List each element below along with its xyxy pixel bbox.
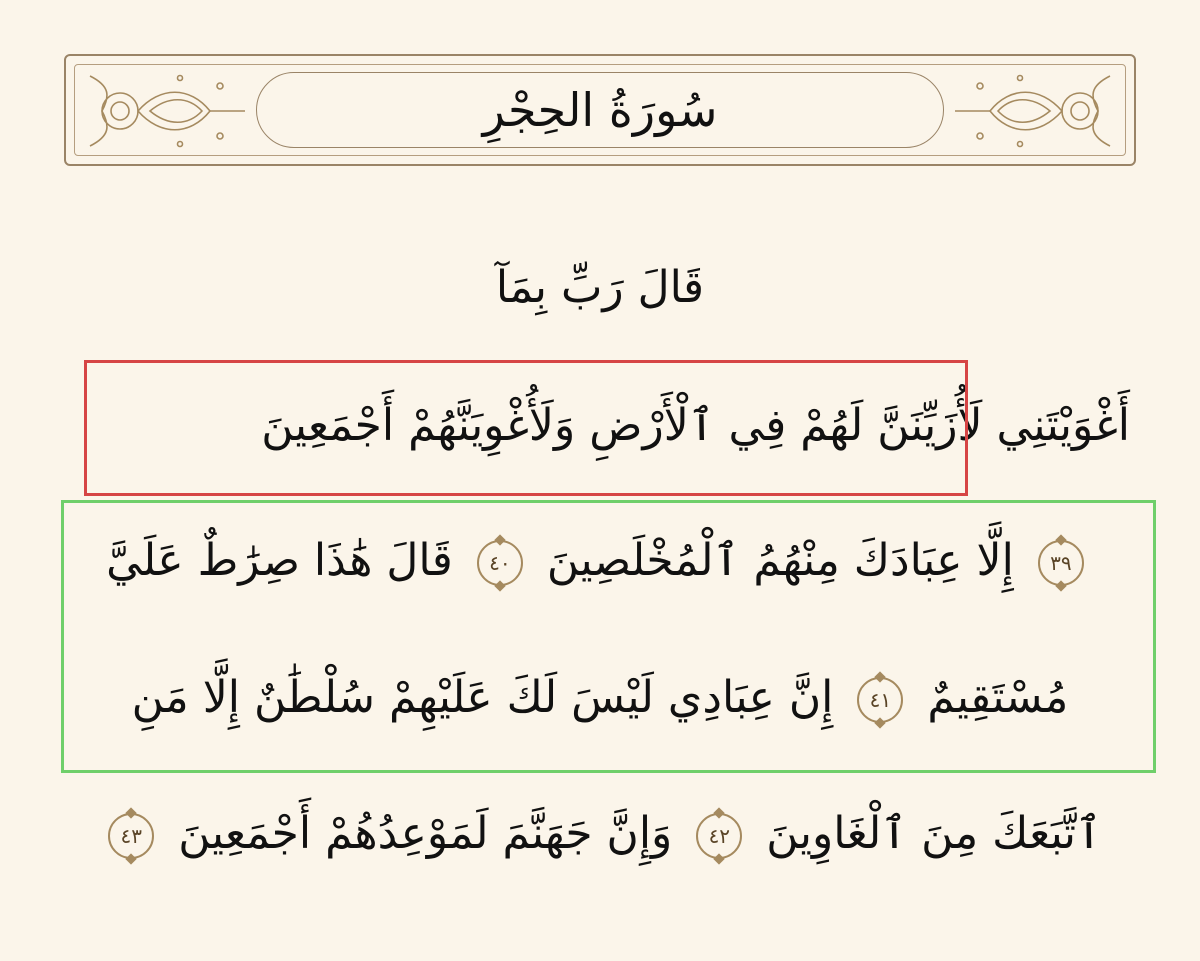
- ornament-left-icon: [80, 66, 250, 156]
- verse-marker-41: ٤١: [857, 677, 903, 723]
- surah-title: سُورَةُ الحِجْرِ: [482, 83, 718, 137]
- surah-header-banner: [64, 54, 1136, 166]
- line-5-text-b: وَإِنَّ جَهَنَّمَ لَمَوْعِدُهُمْ أَجْمَعِينَ: [178, 808, 673, 859]
- line-5-text-a: ٱتَّبَعَكَ مِنَ ٱلْغَاوِينَ: [766, 808, 1102, 859]
- line-4-text-a: مُسْتَقِيمٌ: [927, 672, 1069, 723]
- quran-line-1: [70, 262, 1130, 315]
- line-3-text-a: إِلَّا عِبَادَكَ مِنْهُمُ ٱلْمُخْلَصِينَ: [546, 535, 1014, 586]
- line-4-text-b: إِنَّ عِبَادِي لَيْسَ لَكَ عَلَيْهِمْ سُلْطَٰنٌ إِلَّا مَنِ: [131, 672, 834, 723]
- highlight-box-green: [61, 500, 1156, 773]
- quran-line-5: [70, 808, 1130, 861]
- verse-marker-42: ٤٢: [696, 813, 742, 859]
- line-3-text-b: قَالَ هَٰذَا صِرَٰطٌ عَلَيَّ: [106, 535, 453, 586]
- verse-marker-40: ٤٠: [477, 540, 523, 586]
- line-1-text: قَالَ رَبِّ بِمَآ: [495, 262, 705, 313]
- highlight-box-red: [84, 360, 968, 496]
- line-2-text: أَغْوَيْتَنِي لَأُزَيِّنَنَّ لَهُمْ فِي ٱلْأَرْضِ وَلَأُغْوِيَنَّهُمْ أَجْمَعِينَ: [261, 400, 1130, 451]
- surah-title-cartouche: [256, 72, 944, 148]
- verse-marker-39: ٣٩: [1038, 540, 1084, 586]
- ornament-right-icon: [950, 66, 1120, 156]
- verse-marker-43: ٤٣: [108, 813, 154, 859]
